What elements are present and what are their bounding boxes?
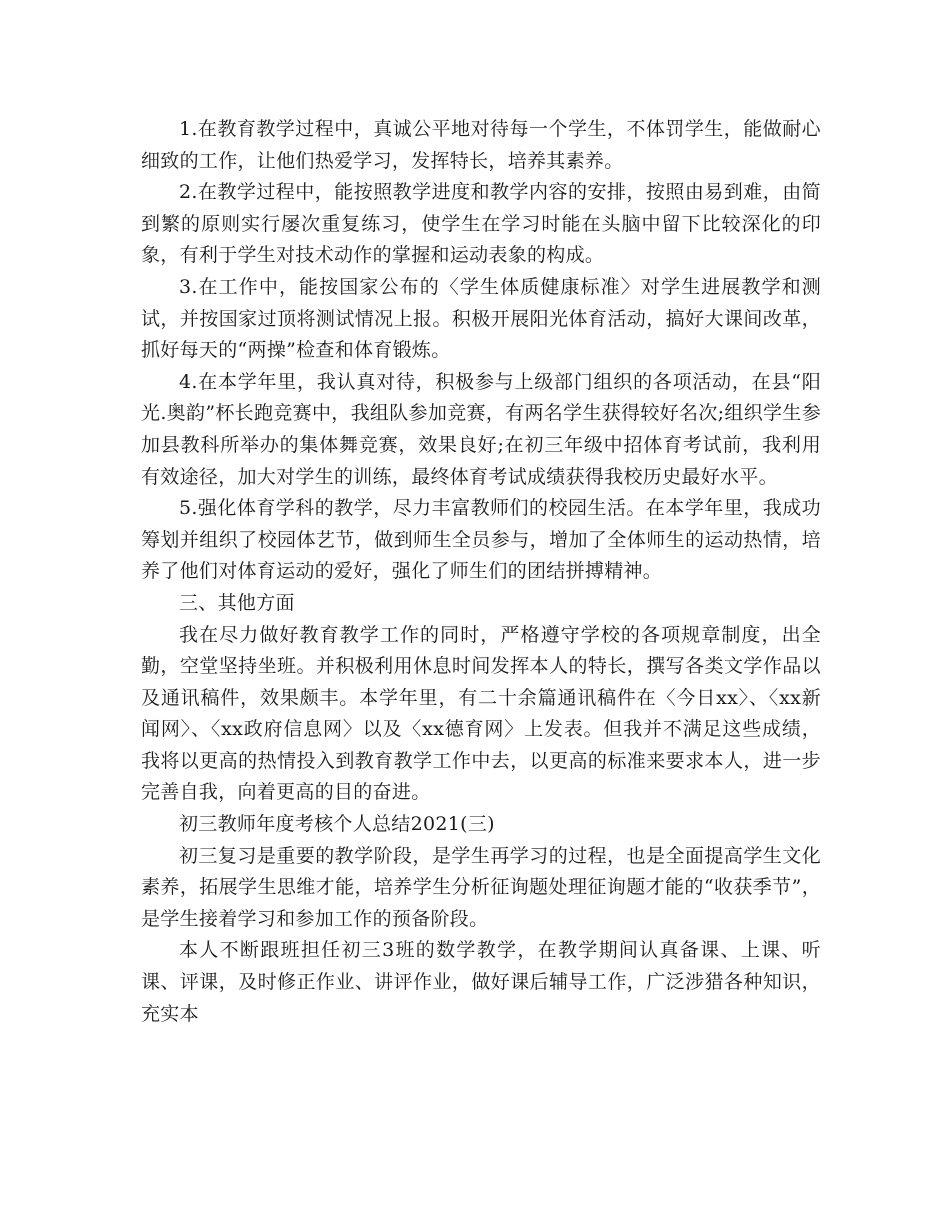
other-paragraph: 我在尽力做好教育教学工作的同时，严格遵守学校的各项规章制度，出全勤，空堂坚持坐班。并积极利用休息时间发挥本人的特长，撰写各类文学作品以及通讯稿件，效果颇丰。本学年里，有二十余篇通讯稿件在〈今日xx〉、〈xx新闻网〉、〈xx政府信息网〉以及〈xx德育网〉上发表。但我并不满足这些成绩，我将以更高的热情投入到教育教学工作中去，以更高的标准来要求本人，进一步完善自我，向着更高的目的奋进。 bbox=[141, 623, 821, 804]
paragraph-item-1: 1.在教育教学过程中，真诚公平地对待每一个学生，不体罚学生，能做耐心细致的工作，让他们热爱学习，发挥特长，培养其素养。 bbox=[141, 118, 821, 172]
part-paragraph-1: 初三复习是重要的教学阶段，是学生再学习的过程，也是全面提高学生文化素养，拓展学生思维才能，培养学生分析征询题处理征询题才能的“收获季节”，是学生接着学习和参加工作的预备阶段。 bbox=[141, 844, 821, 930]
paragraph-item-4: 4.在本学年里，我认真对待，积极参与上级部门组织的各项活动，在县“阳光.奥韵”杯长跑竞赛中，我组队参加竞赛，有两名学生获得较好名次;组织学生参加县教科所举办的集体舞竞赛，效果良好;在初三年级中招体育考试前，我利用有效途径，加大对学生的训练，最终体育考试成绩获得我校历史最好水平。 bbox=[141, 370, 821, 488]
paragraph-item-5: 5.强化体育学科的教学，尽力丰富教师们的校园生活。在本学年里，我成功筹划并组织了校园体艺节，做到师生全员参与，增加了全体师生的运动热情，培养了他们对体育运动的爱好，强化了师生们的团结拼搏精神。 bbox=[141, 497, 821, 583]
paragraph-item-2: 2.在教学过程中，能按照教学进度和教学内容的安排，按照由易到难，由简到繁的原则实行屡次重复练习，使学生在学习时能在头脑中留下比较深化的印象，有利于学生对技术动作的掌握和运动表象的构成。 bbox=[141, 181, 821, 267]
paragraph-item-3: 3.在工作中，能按国家公布的〈学生体质健康标准〉对学生进展教学和测试，并按国家过顶将测试情况上报。积极开展阳光体育活动，搞好大课间改革，抓好每天的“两操”检查和体育锻炼。 bbox=[141, 275, 821, 362]
part-title: 初三教师年度考核个人总结2021(三) bbox=[179, 813, 495, 836]
document-body bbox=[141, 114, 821, 1030]
section-heading: 三、其他方面 bbox=[179, 591, 295, 614]
part-paragraph-2: 本人不断跟班担任初三3班的数学教学，在教学期间认真备课、上课、听课、评课，及时修正作业、讲评作业，做好课后辅导工作，广泛涉猎各种知识，充实本 bbox=[141, 939, 821, 1025]
